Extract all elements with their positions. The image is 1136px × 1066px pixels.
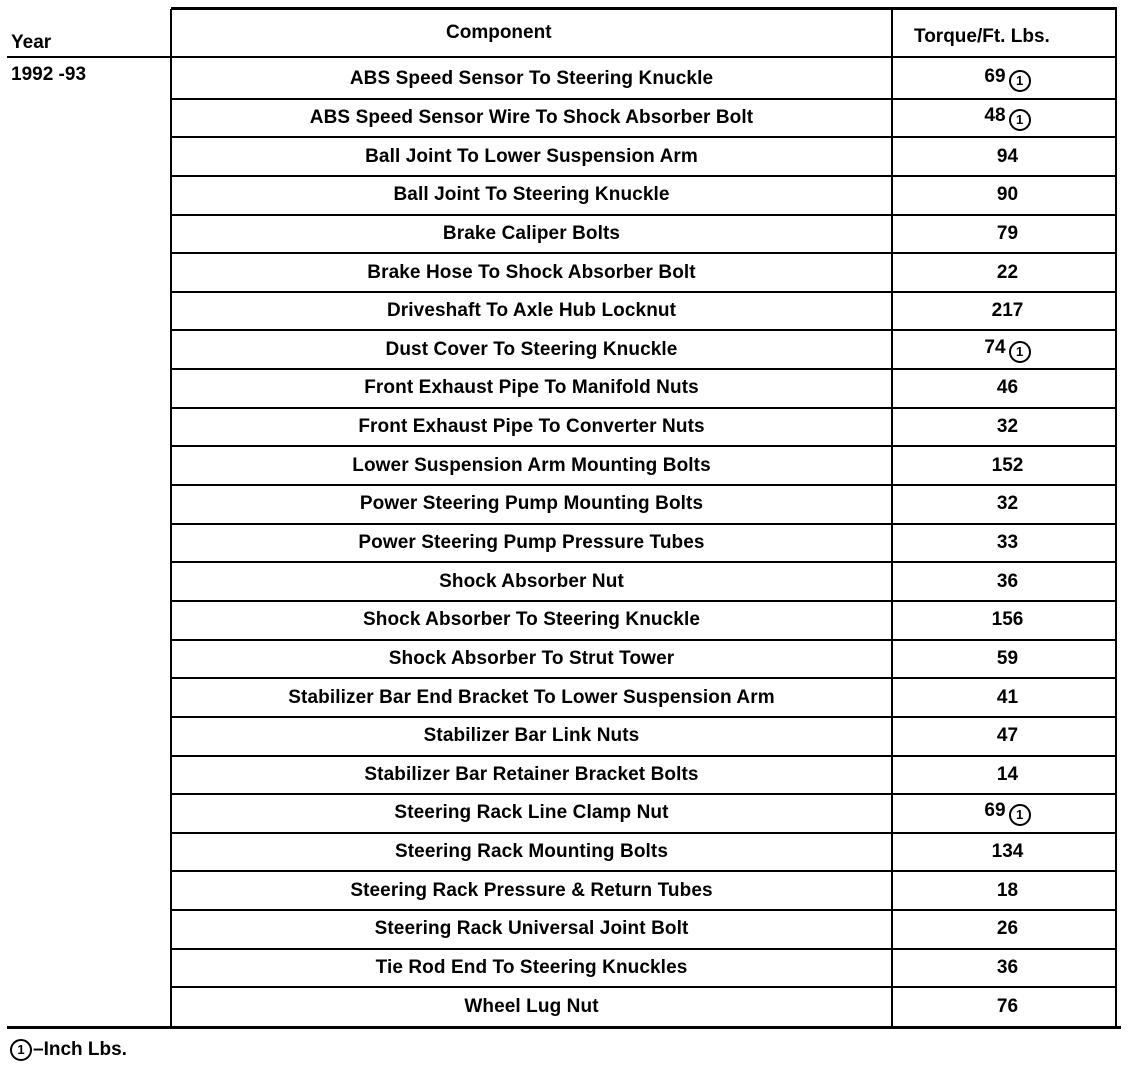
year-value: 1992 -93 <box>11 64 87 85</box>
component-cell: Shock Absorber To Strut Tower <box>388 647 675 669</box>
component-cell: Steering Rack Mounting Bolts <box>394 841 669 863</box>
table-row <box>171 987 1123 1026</box>
table-row <box>171 99 1123 138</box>
table-row <box>171 253 1123 292</box>
torque-cell <box>892 455 1123 477</box>
table-row <box>171 215 1123 254</box>
table-row <box>171 408 1123 447</box>
circled-one-icon: 1 <box>1009 109 1031 131</box>
table-row <box>171 833 1123 872</box>
circled-one-icon: 1 <box>1009 341 1031 363</box>
circled-one-icon: 1 <box>1009 804 1031 826</box>
table-row <box>171 601 1123 640</box>
torque-cell <box>892 571 1123 593</box>
torque-cell <box>892 532 1123 554</box>
component-cell: Brake Hose To Shock Absorber Bolt <box>367 261 696 283</box>
torque-cell <box>892 337 1123 363</box>
torque-value: 152 <box>991 454 1024 476</box>
torque-header: Torque/Ft. Lbs. <box>914 26 1050 47</box>
table-row <box>171 524 1123 563</box>
torque-value: 41 <box>996 686 1019 708</box>
component-cell: Shock Absorber To Steering Knuckle <box>362 609 701 631</box>
torque-cell <box>892 262 1123 284</box>
bottom-rule <box>7 1026 1121 1029</box>
torque-value: 134 <box>991 841 1024 863</box>
table-row <box>171 330 1123 369</box>
table-row <box>171 369 1123 408</box>
torque-value: 94 <box>996 145 1019 167</box>
circled-one-icon: 1 <box>10 1039 32 1061</box>
torque-cell <box>892 800 1123 826</box>
torque-cell <box>892 957 1123 979</box>
component-cell: Steering Rack Universal Joint Bolt <box>374 918 689 940</box>
component-cell: Stabilizer Bar Link Nuts <box>423 725 640 747</box>
component-cell: Brake Caliper Bolts <box>442 222 621 244</box>
torque-value: 36 <box>996 570 1019 592</box>
torque-value: 156 <box>991 609 1024 631</box>
torque-cell <box>892 880 1123 902</box>
table-row <box>171 794 1123 833</box>
torque-cell <box>892 918 1123 940</box>
table-row <box>171 756 1123 795</box>
component-header: Component <box>446 22 552 43</box>
torque-value: 76 <box>996 995 1019 1017</box>
component-cell: Power Steering Pump Pressure Tubes <box>358 531 705 553</box>
circled-one-icon: 1 <box>1009 70 1031 92</box>
torque-value: 32 <box>996 416 1019 438</box>
top-rule <box>171 7 1117 10</box>
table-row <box>171 910 1123 949</box>
torque-value: 46 <box>996 377 1019 399</box>
torque-cell <box>892 493 1123 515</box>
component-cell: Stabilizer Bar Retainer Bracket Bolts <box>364 763 699 785</box>
component-cell: Dust Cover To Steering Knuckle <box>385 338 678 360</box>
component-cell: Ball Joint To Lower Suspension Arm <box>365 145 698 167</box>
table-row <box>171 446 1123 485</box>
torque-cell <box>892 687 1123 709</box>
torque-cell <box>892 146 1123 168</box>
footnote-text: –Inch Lbs. <box>33 1039 127 1060</box>
table-row <box>171 949 1123 988</box>
table-row <box>171 176 1123 215</box>
torque-value: 36 <box>996 957 1019 979</box>
table-row <box>171 137 1123 176</box>
torque-value: 32 <box>996 493 1019 515</box>
table-row <box>171 640 1123 679</box>
component-cell: ABS Speed Sensor To Steering Knuckle <box>349 68 714 90</box>
torque-cell <box>892 996 1123 1018</box>
component-cell: Lower Suspension Arm Mounting Bolts <box>352 454 711 476</box>
torque-value: 59 <box>996 647 1019 669</box>
year-header: Year <box>11 32 52 53</box>
torque-value: 14 <box>996 763 1019 785</box>
component-cell: Steering Rack Line Clamp Nut <box>394 802 669 824</box>
table-row <box>171 485 1123 524</box>
component-cell: Front Exhaust Pipe To Converter Nuts <box>358 416 705 438</box>
footnote <box>10 1039 127 1061</box>
torque-value: 48 <box>984 104 1006 126</box>
torque-cell <box>892 609 1123 631</box>
component-cell: Tie Rod End To Steering Knuckles <box>375 957 688 979</box>
torque-value: 69 <box>984 800 1006 822</box>
header-rule <box>171 56 1117 58</box>
component-cell: Front Exhaust Pipe To Manifold Nuts <box>364 377 699 399</box>
torque-cell <box>892 300 1123 322</box>
torque-cell <box>892 648 1123 670</box>
torque-cell <box>892 184 1123 206</box>
component-cell: Steering Rack Pressure & Return Tubes <box>350 879 713 901</box>
torque-cell <box>892 841 1123 863</box>
component-cell: Shock Absorber Nut <box>439 570 624 592</box>
torque-value: 79 <box>996 222 1019 244</box>
component-cell: Wheel Lug Nut <box>464 995 599 1017</box>
torque-value: 26 <box>996 918 1019 940</box>
torque-value: 74 <box>984 336 1006 358</box>
torque-value: 18 <box>996 879 1019 901</box>
table-row <box>171 562 1123 601</box>
torque-cell <box>892 725 1123 747</box>
torque-value: 22 <box>996 261 1019 283</box>
torque-cell <box>892 764 1123 786</box>
component-cell: Stabilizer Bar End Bracket To Lower Suspension Arm <box>288 686 775 708</box>
year-header-rule <box>7 56 171 58</box>
torque-cell <box>892 416 1123 438</box>
torque-cell <box>892 66 1123 92</box>
torque-value: 90 <box>996 184 1019 206</box>
table-row <box>171 717 1123 756</box>
torque-cell <box>892 105 1123 131</box>
component-cell: ABS Speed Sensor Wire To Shock Absorber Bolt <box>309 106 754 128</box>
table-row <box>171 871 1123 910</box>
torque-value: 217 <box>991 300 1024 322</box>
table-row <box>171 292 1123 331</box>
component-cell: Ball Joint To Steering Knuckle <box>393 184 670 206</box>
torque-cell <box>892 223 1123 245</box>
component-cell: Power Steering Pump Mounting Bolts <box>359 493 704 515</box>
component-cell: Driveshaft To Axle Hub Locknut <box>386 300 677 322</box>
torque-value: 47 <box>996 725 1019 747</box>
torque-value: 69 <box>984 66 1006 88</box>
table-row <box>171 678 1123 717</box>
torque-cell <box>892 377 1123 399</box>
torque-value: 33 <box>996 531 1019 553</box>
table-row <box>171 60 1123 99</box>
